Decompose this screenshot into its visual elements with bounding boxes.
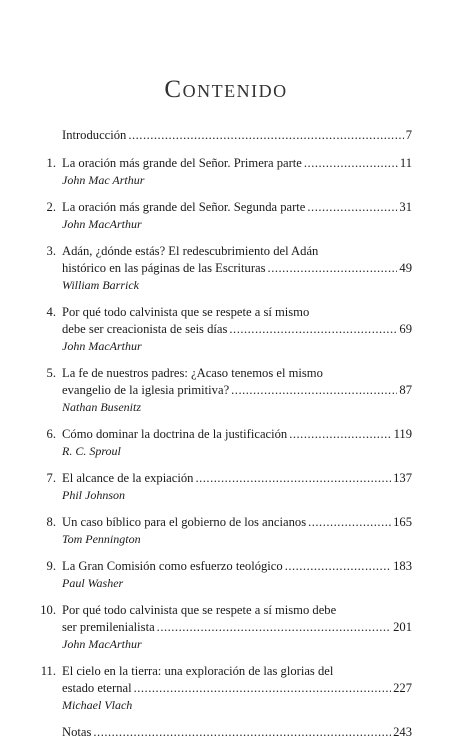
toc-title-line [62, 304, 412, 321]
toc-title-line [62, 470, 412, 487]
toc-entry-body [62, 470, 412, 503]
toc-title-line [62, 155, 412, 172]
page-number: 137 [393, 471, 412, 485]
dot-leader [304, 155, 398, 172]
toc-title-line [62, 365, 412, 382]
toc-entry [34, 304, 412, 354]
page-number: 31 [399, 200, 412, 214]
dot-leader [134, 680, 392, 697]
chapter-number: 8. [46, 515, 56, 529]
toc-entry-body [62, 426, 412, 459]
toc-entry-body [62, 602, 412, 652]
dot-leader [231, 382, 397, 399]
page-number: 119 [393, 427, 412, 441]
toc-title-line [62, 619, 412, 636]
chapter-title: histórico en las páginas de las Escrituras [62, 261, 266, 275]
dot-leader [93, 724, 391, 741]
dot-leader [285, 558, 391, 575]
chapter-author: Michael Vlach [62, 698, 133, 712]
page-number: 227 [393, 681, 412, 695]
chapter-author: John MacArthur [62, 217, 142, 231]
chapter-number: 11. [40, 664, 56, 678]
toc-entry-body [62, 127, 412, 144]
chapter-title: Un caso bíblico para el gobierno de los ancianos [62, 515, 307, 529]
page-number: 183 [393, 559, 412, 573]
toc-entry [34, 127, 412, 144]
page-number: 87 [399, 383, 412, 397]
page-number: 201 [393, 620, 412, 634]
chapter-author: Paul Washer [62, 576, 124, 590]
page-title: Contenido [164, 76, 288, 103]
toc-entry-body [62, 724, 412, 741]
toc-title-line [62, 426, 412, 443]
chapter-number [34, 127, 62, 144]
dot-leader [157, 619, 391, 636]
chapter-title: debe ser creacionista de seis días [62, 322, 228, 336]
chapter-title: La oración más grande del Señor. Segunda parte [62, 200, 306, 214]
chapter-title: La fe de nuestros padres: ¿Acaso tenemos el mismo [62, 366, 323, 380]
toc-entry [34, 243, 412, 293]
page-number: 69 [399, 322, 412, 336]
chapter-number: 10. [40, 603, 56, 617]
toc-entry [34, 724, 412, 741]
dot-leader [289, 426, 391, 443]
chapter-author: William Barrick [62, 278, 139, 292]
page-number: 243 [393, 725, 412, 739]
page-number: 165 [393, 515, 412, 529]
chapter-title: Por qué todo calvinista que se respete a sí mismo debe [62, 603, 337, 617]
chapter-title: Notas [62, 725, 92, 739]
chapter-title: El alcance de la expiación [62, 471, 194, 485]
chapter-title: estado eternal [62, 681, 132, 695]
toc-title-line [62, 382, 412, 399]
chapter-title: Por qué todo calvinista que se respete a sí mismo [62, 305, 310, 319]
dot-leader [128, 127, 403, 144]
toc-entry [34, 558, 412, 591]
toc-entry [34, 199, 412, 232]
chapter-author: John MacArthur [62, 637, 142, 651]
toc-entry-body [62, 155, 412, 188]
chapter-title: Introducción [62, 128, 127, 142]
toc-title-line [62, 602, 412, 619]
toc-title-line [62, 514, 412, 531]
toc-entry [34, 426, 412, 459]
toc-title-line [62, 680, 412, 697]
chapter-number: 1. [46, 156, 56, 170]
toc-entry [34, 365, 412, 415]
dot-leader [308, 514, 391, 531]
chapter-author: Phil Johnson [62, 488, 125, 502]
toc-entry-body [62, 304, 412, 354]
chapter-number: 6. [46, 427, 56, 441]
toc-title-line [62, 199, 412, 216]
chapter-number: 5. [46, 366, 56, 380]
chapter-number: 9. [46, 559, 56, 573]
toc-entry-body [62, 663, 412, 713]
toc-entry [34, 470, 412, 503]
dot-leader [229, 321, 397, 338]
toc-entry-body [62, 558, 412, 591]
page-number: 49 [399, 261, 412, 275]
dot-leader [307, 199, 397, 216]
chapter-title: Cómo dominar la doctrina de la justificación [62, 427, 288, 441]
chapter-title: La Gran Comisión como esfuerzo teológico [62, 559, 283, 573]
chapter-title: evangelio de la iglesia primitiva? [62, 383, 230, 397]
chapter-title: El cielo en la tierra: una exploración de las glorias del [62, 664, 334, 678]
toc-entry-body [62, 514, 412, 547]
page-number: 7 [405, 128, 412, 142]
toc-entry [34, 514, 412, 547]
chapter-number: 4. [46, 305, 56, 319]
toc-entry [34, 602, 412, 652]
chapter-number [34, 724, 62, 741]
toc-entry-body [62, 365, 412, 415]
toc-entry-body [62, 243, 412, 293]
chapter-author: Nathan Busenitz [62, 400, 142, 414]
table-of-contents [34, 127, 412, 741]
chapter-author: Tom Pennington [62, 532, 141, 546]
toc-entry [34, 663, 412, 713]
chapter-title: Adán, ¿dónde estás? El redescubrimiento del Adán [62, 244, 319, 258]
chapter-author: R. C. Sproul [62, 444, 121, 458]
chapter-number: 7. [46, 471, 56, 485]
chapter-author: John Mac Arthur [62, 173, 145, 187]
toc-title-line [62, 663, 412, 680]
toc-title-line [62, 243, 412, 260]
dot-leader [268, 260, 398, 277]
toc-title-line [62, 260, 412, 277]
page-number: 11 [399, 156, 412, 170]
toc-title-line [62, 724, 412, 741]
toc-entry-body [62, 199, 412, 232]
dot-leader [195, 470, 391, 487]
chapter-number: 2. [46, 200, 56, 214]
chapter-title: La oración más grande del Señor. Primera parte [62, 156, 302, 170]
toc-entry [34, 155, 412, 188]
chapter-author: John MacArthur [62, 339, 142, 353]
toc-title-line [62, 321, 412, 338]
chapter-number: 3. [46, 244, 56, 258]
toc-title-line [62, 127, 412, 144]
chapter-title: ser premilenialista [62, 620, 155, 634]
toc-title-line [62, 558, 412, 575]
